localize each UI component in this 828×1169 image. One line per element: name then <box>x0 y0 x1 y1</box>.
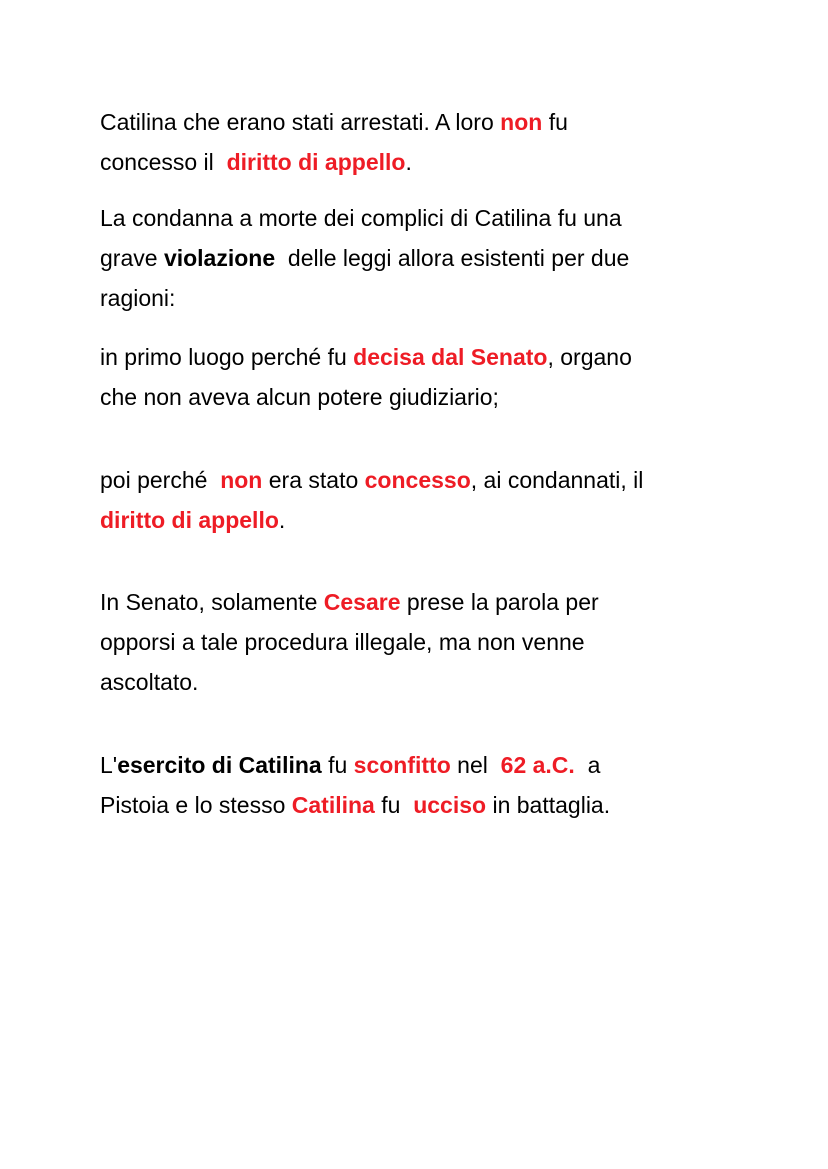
text-line <box>100 102 760 142</box>
text-segment: opporsi a tale procedura illegale, ma non venne <box>100 629 585 655</box>
highlighted-text: non <box>500 109 543 135</box>
text-line <box>100 622 760 662</box>
text-segment: Pistoia e lo stesso <box>100 792 292 818</box>
highlighted-text: diritto di appello <box>100 507 279 533</box>
highlighted-text: Cesare <box>323 589 401 615</box>
paragraph <box>100 745 760 825</box>
highlighted-text: 62 a.C. <box>500 752 575 778</box>
paragraph <box>100 198 760 318</box>
text-line <box>100 198 760 238</box>
text-segment: fu <box>374 792 414 818</box>
paragraph <box>100 582 760 702</box>
text-line <box>100 785 760 825</box>
bold-text: violazione <box>163 245 276 271</box>
text-segment: L' <box>100 752 118 778</box>
text-segment: . <box>278 507 286 533</box>
highlighted-text: concesso <box>364 467 471 493</box>
text-segment: , organo <box>547 344 632 370</box>
text-line <box>100 337 760 377</box>
text-segment: che non aveva alcun potere giudiziario; <box>100 384 499 410</box>
text-segment: grave <box>100 245 164 271</box>
text-segment: in battaglia. <box>486 792 611 818</box>
highlighted-text: decisa dal Senato <box>353 344 548 370</box>
text-segment: a <box>574 752 601 778</box>
text-segment: prese la parola per <box>400 589 599 615</box>
highlighted-text: ucciso <box>413 792 487 818</box>
text-segment: era stato <box>262 467 365 493</box>
text-segment: delle leggi allora esistenti per due <box>275 245 630 271</box>
highlighted-text: Catilina <box>291 792 375 818</box>
text-line <box>100 377 760 417</box>
text-line <box>100 278 760 318</box>
text-segment: Catilina che erano stati arrestati. A loro <box>100 109 501 135</box>
text-segment: concesso il <box>100 149 227 175</box>
text-line <box>100 142 760 182</box>
text-segment: poi perché <box>100 467 221 493</box>
text-line <box>100 460 760 500</box>
text-segment: ascoltato. <box>100 669 199 695</box>
text-line <box>100 662 760 702</box>
text-segment: In Senato, solamente <box>100 589 324 615</box>
text-segment: ragioni: <box>100 285 176 311</box>
paragraph <box>100 102 760 182</box>
paragraph <box>100 460 760 540</box>
highlighted-text: diritto di appello <box>226 149 406 175</box>
highlighted-text: non <box>220 467 263 493</box>
text-segment: , ai condannati, il <box>470 467 644 493</box>
bold-text: esercito di Catilina <box>117 752 322 778</box>
text-line <box>100 582 760 622</box>
text-segment: fu <box>321 752 354 778</box>
paragraph <box>100 337 760 417</box>
text-line <box>100 745 760 785</box>
text-segment: in primo luogo perché fu <box>100 344 354 370</box>
text-segment: nel <box>450 752 501 778</box>
highlighted-text: sconfitto <box>353 752 451 778</box>
text-segment: La condanna a morte dei complici di Catilina fu una <box>100 205 622 231</box>
text-segment: . <box>405 149 412 175</box>
text-segment: fu <box>542 109 568 135</box>
text-line <box>100 500 760 540</box>
text-line <box>100 238 760 278</box>
